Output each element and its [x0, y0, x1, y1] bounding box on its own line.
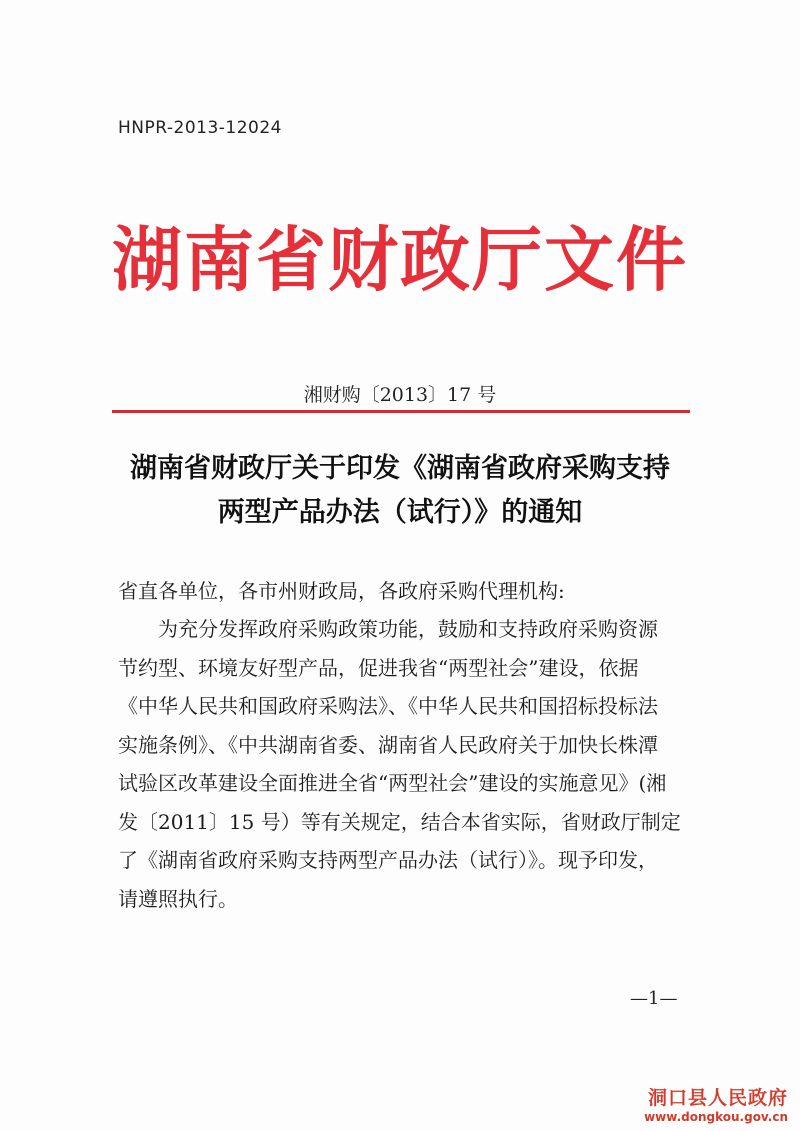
body-line: 节约型、环境友好型产品，促进我省“两型社会”建设，依据: [118, 655, 639, 680]
body-line: 为充分发挥政府采购政策功能，鼓励和支持政府采购资源: [158, 617, 658, 641]
watermark-url: www.dongkou.gov.cn: [644, 1110, 788, 1124]
body-line: 请遵照执行。: [118, 886, 238, 911]
notice-title-line: 湖南省财政厅关于印发《湖南省政府采购支持: [130, 453, 670, 484]
page-number: —1—: [630, 988, 678, 1009]
document-number: 湘财购〔2013〕17 号: [303, 384, 497, 406]
body-line: 《中华人民共和国政府采购法》、《中华人民共和国招标投标法: [118, 694, 658, 718]
watermark-name: 洞口县人民政府: [647, 1087, 788, 1109]
document-code: HNPR-2013-12024: [118, 118, 282, 138]
site-watermark: [618, 1083, 788, 1124]
body-line: 了《湖南省政府采购支持两型产品办法（试行）》。现予印发，: [118, 848, 658, 872]
red-divider: [112, 410, 690, 413]
masthead-title: 湖南省财政厅文件: [112, 218, 688, 301]
body-line: 试验区改革建设全面推进全省“两型社会”建设的实施意见》(湘: [118, 771, 667, 795]
body-line: 发〔2011〕15 号）等有关规定，结合本省实际，省财政厅制定: [118, 809, 681, 834]
body-paragraph: [118, 610, 693, 918]
salutation: 省直各单位，各市州财政局，各政府采购代理机构:: [118, 579, 565, 603]
notice-title: [100, 447, 700, 535]
notice-title-line: 两型产品办法（试行）》的通知: [217, 497, 583, 528]
body-line: 实施条例》、《中共湖南省委、湖南省人民政府关于加快长株潭: [118, 732, 658, 757]
